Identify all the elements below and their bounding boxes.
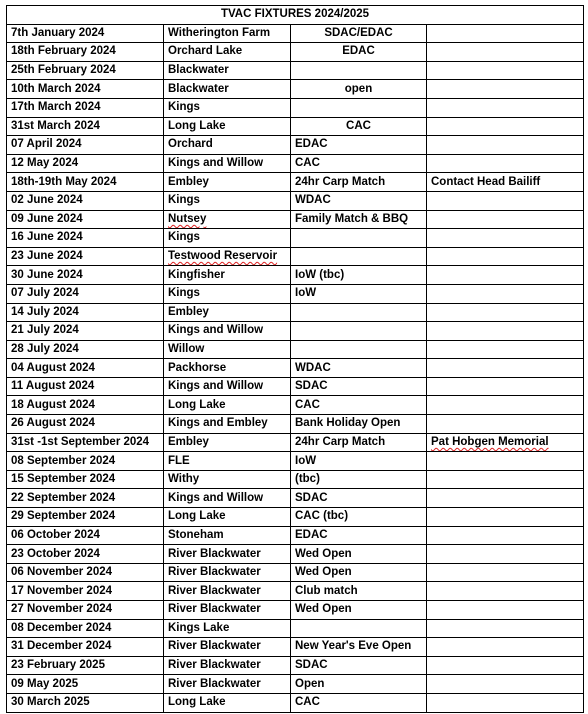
venue-cell-text: Witherington Farm bbox=[168, 26, 271, 39]
date-cell bbox=[7, 210, 164, 229]
table-row bbox=[7, 545, 584, 564]
event-cell bbox=[291, 656, 427, 675]
venue-cell-text: Kings bbox=[168, 101, 200, 114]
note-cell bbox=[427, 154, 584, 173]
event-cell bbox=[291, 508, 427, 527]
table-row bbox=[7, 266, 584, 285]
event-cell bbox=[291, 601, 427, 620]
table-row bbox=[7, 601, 584, 620]
venue-cell-text: Orchard bbox=[168, 138, 213, 151]
table-row bbox=[7, 136, 584, 155]
event-cell bbox=[291, 452, 427, 471]
event-cell bbox=[291, 359, 427, 378]
table-row bbox=[7, 247, 584, 266]
table-row bbox=[7, 508, 584, 527]
note-cell bbox=[427, 173, 584, 192]
event-cell bbox=[291, 210, 427, 229]
venue-cell bbox=[164, 80, 291, 99]
venue-cell bbox=[164, 303, 291, 322]
date-cell-text: 23 October 2024 bbox=[11, 547, 100, 560]
date-cell bbox=[7, 396, 164, 415]
date-cell-text: 29 September 2024 bbox=[11, 510, 116, 523]
table-row bbox=[7, 526, 584, 545]
venue-cell-text: Kings bbox=[168, 231, 200, 244]
venue-cell bbox=[164, 247, 291, 266]
table-row bbox=[7, 303, 584, 322]
event-cell bbox=[291, 154, 427, 173]
venue-cell-text: River Blackwater bbox=[168, 603, 261, 616]
date-cell-text: 18th-19th May 2024 bbox=[11, 175, 117, 188]
venue-cell bbox=[164, 396, 291, 415]
table-row bbox=[7, 24, 584, 43]
venue-cell bbox=[164, 284, 291, 303]
event-cell-text: CAC bbox=[295, 696, 320, 709]
event-cell-text: IoW bbox=[295, 454, 317, 467]
note-cell bbox=[427, 563, 584, 582]
date-cell-text: 15 September 2024 bbox=[11, 473, 116, 486]
table-row bbox=[7, 284, 584, 303]
event-cell-text: Wed Open bbox=[295, 547, 352, 560]
fixtures-sheet bbox=[6, 5, 583, 713]
event-cell-text: Wed Open bbox=[295, 603, 352, 616]
table-row bbox=[7, 61, 584, 80]
note-cell bbox=[427, 638, 584, 657]
event-cell-text: EDAC bbox=[342, 45, 375, 58]
date-cell-text: 23 June 2024 bbox=[11, 250, 83, 263]
event-cell-text: Family Match & BBQ bbox=[295, 212, 409, 225]
note-cell bbox=[427, 229, 584, 248]
event-cell bbox=[291, 675, 427, 694]
venue-cell bbox=[164, 693, 291, 712]
note-cell bbox=[427, 80, 584, 99]
event-cell bbox=[291, 619, 427, 638]
event-cell bbox=[291, 229, 427, 248]
venue-cell bbox=[164, 601, 291, 620]
venue-cell bbox=[164, 117, 291, 136]
venue-cell bbox=[164, 415, 291, 434]
event-cell bbox=[291, 563, 427, 582]
date-cell bbox=[7, 322, 164, 341]
date-cell-text: 21 July 2024 bbox=[11, 324, 79, 337]
event-cell bbox=[291, 489, 427, 508]
table-row bbox=[7, 340, 584, 359]
venue-cell bbox=[164, 675, 291, 694]
event-cell bbox=[291, 415, 427, 434]
venue-cell-text: Withy bbox=[168, 473, 200, 486]
event-cell bbox=[291, 638, 427, 657]
note-cell bbox=[427, 247, 584, 266]
venue-cell bbox=[164, 340, 291, 359]
venue-cell-text: FLE bbox=[168, 454, 190, 467]
date-cell-text: 30 March 2025 bbox=[11, 696, 90, 709]
venue-cell-text: Embley bbox=[168, 305, 209, 318]
note-cell bbox=[427, 98, 584, 117]
venue-cell-text: Long Lake bbox=[168, 510, 226, 523]
date-cell-text: 18th February 2024 bbox=[11, 45, 116, 58]
date-cell bbox=[7, 693, 164, 712]
event-cell-text: New Year's Eve Open bbox=[295, 640, 412, 653]
event-cell-text: IoW (tbc) bbox=[295, 268, 345, 281]
event-cell-text: CAC bbox=[346, 119, 371, 132]
note-cell bbox=[427, 582, 584, 601]
table-row bbox=[7, 619, 584, 638]
date-cell bbox=[7, 377, 164, 396]
table-row bbox=[7, 433, 584, 452]
date-cell-text: 18 August 2024 bbox=[11, 398, 95, 411]
note-cell bbox=[427, 545, 584, 564]
date-cell bbox=[7, 526, 164, 545]
date-cell bbox=[7, 80, 164, 99]
venue-cell bbox=[164, 545, 291, 564]
event-cell bbox=[291, 191, 427, 210]
note-cell bbox=[427, 675, 584, 694]
table-row bbox=[7, 563, 584, 582]
date-cell bbox=[7, 582, 164, 601]
note-cell bbox=[427, 656, 584, 675]
date-cell bbox=[7, 563, 164, 582]
date-cell bbox=[7, 656, 164, 675]
date-cell bbox=[7, 470, 164, 489]
table-row bbox=[7, 322, 584, 341]
note-cell bbox=[427, 322, 584, 341]
venue-cell-text: Embley bbox=[168, 175, 209, 188]
date-cell bbox=[7, 98, 164, 117]
venue-cell-text: Kings and Willow bbox=[168, 324, 264, 337]
event-cell bbox=[291, 396, 427, 415]
note-cell bbox=[427, 377, 584, 396]
date-cell-text: 30 June 2024 bbox=[11, 268, 83, 281]
event-cell bbox=[291, 61, 427, 80]
event-cell-text: Wed Open bbox=[295, 566, 352, 579]
date-cell-text: 17th March 2024 bbox=[11, 101, 101, 114]
note-cell bbox=[427, 303, 584, 322]
note-cell bbox=[427, 508, 584, 527]
date-cell bbox=[7, 136, 164, 155]
date-cell-text: 06 November 2024 bbox=[11, 566, 113, 579]
note-cell bbox=[427, 433, 584, 452]
event-cell bbox=[291, 43, 427, 62]
venue-cell-text: Willow bbox=[168, 342, 205, 355]
venue-cell bbox=[164, 563, 291, 582]
note-cell bbox=[427, 340, 584, 359]
event-cell bbox=[291, 266, 427, 285]
note-cell bbox=[427, 619, 584, 638]
date-cell-text: 04 August 2024 bbox=[11, 361, 95, 374]
venue-cell bbox=[164, 452, 291, 471]
date-cell-text: 08 December 2024 bbox=[11, 621, 112, 634]
event-cell-text: 24hr Carp Match bbox=[295, 175, 386, 188]
date-cell bbox=[7, 24, 164, 43]
date-cell-text: 31 December 2024 bbox=[11, 640, 112, 653]
date-cell-text: 09 June 2024 bbox=[11, 212, 83, 225]
date-cell-text: 10th March 2024 bbox=[11, 82, 101, 95]
venue-cell-text: Kingfisher bbox=[168, 268, 225, 281]
date-cell-text: 25th February 2024 bbox=[11, 64, 116, 77]
event-cell-text: (tbc) bbox=[295, 473, 320, 486]
venue-cell-text: River Blackwater bbox=[168, 547, 261, 560]
note-cell bbox=[427, 601, 584, 620]
venue-cell bbox=[164, 508, 291, 527]
venue-cell bbox=[164, 98, 291, 117]
venue-cell-text: Long Lake bbox=[168, 119, 226, 132]
venue-cell bbox=[164, 526, 291, 545]
note-cell bbox=[427, 136, 584, 155]
venue-cell-text: Kings and Willow bbox=[168, 157, 264, 170]
venue-cell bbox=[164, 210, 291, 229]
event-cell bbox=[291, 284, 427, 303]
event-cell-text: SDAC bbox=[295, 491, 328, 504]
note-cell bbox=[427, 470, 584, 489]
venue-cell bbox=[164, 377, 291, 396]
event-cell-text: WDAC bbox=[295, 194, 331, 207]
date-cell-text: 31st -1st September 2024 bbox=[11, 435, 150, 448]
date-cell bbox=[7, 229, 164, 248]
event-cell-text: CAC bbox=[295, 398, 320, 411]
table-row bbox=[7, 638, 584, 657]
title-row bbox=[7, 6, 584, 25]
event-cell bbox=[291, 693, 427, 712]
event-cell bbox=[291, 470, 427, 489]
table-row bbox=[7, 80, 584, 99]
venue-cell-text: Long Lake bbox=[168, 696, 226, 709]
table-row bbox=[7, 415, 584, 434]
venue-cell-text: Blackwater bbox=[168, 64, 229, 77]
venue-cell bbox=[164, 43, 291, 62]
date-cell-text: 12 May 2024 bbox=[11, 157, 79, 170]
table-row bbox=[7, 117, 584, 136]
date-cell bbox=[7, 154, 164, 173]
event-cell-text: SDAC bbox=[295, 659, 328, 672]
note-cell-text: Contact Head Bailiff bbox=[431, 175, 541, 188]
date-cell-text: 22 September 2024 bbox=[11, 491, 116, 504]
date-cell bbox=[7, 266, 164, 285]
event-cell bbox=[291, 117, 427, 136]
fixtures-table bbox=[6, 5, 584, 713]
event-cell-text: SDAC/EDAC bbox=[324, 26, 393, 39]
note-cell bbox=[427, 693, 584, 712]
date-cell-text: 7th January 2024 bbox=[11, 26, 105, 39]
date-cell bbox=[7, 545, 164, 564]
event-cell bbox=[291, 433, 427, 452]
event-cell bbox=[291, 526, 427, 545]
venue-cell bbox=[164, 61, 291, 80]
date-cell-text: 23 February 2025 bbox=[11, 659, 105, 672]
table-row bbox=[7, 377, 584, 396]
date-cell bbox=[7, 359, 164, 378]
note-cell bbox=[427, 359, 584, 378]
table-row bbox=[7, 470, 584, 489]
venue-cell-text: Kings Lake bbox=[168, 621, 230, 634]
table-row bbox=[7, 229, 584, 248]
event-cell bbox=[291, 173, 427, 192]
venue-cell bbox=[164, 619, 291, 638]
event-cell bbox=[291, 98, 427, 117]
date-cell bbox=[7, 452, 164, 471]
event-cell bbox=[291, 377, 427, 396]
venue-cell-text: River Blackwater bbox=[168, 677, 261, 690]
event-cell bbox=[291, 340, 427, 359]
venue-cell bbox=[164, 173, 291, 192]
event-cell-text: SDAC bbox=[295, 380, 328, 393]
table-row bbox=[7, 489, 584, 508]
venue-cell-text: River Blackwater bbox=[168, 640, 261, 653]
event-cell bbox=[291, 24, 427, 43]
table-title: TVAC FIXTURES 2024/2025 bbox=[7, 6, 584, 25]
table-row bbox=[7, 98, 584, 117]
venue-cell-text: Kings and Willow bbox=[168, 491, 264, 504]
venue-cell bbox=[164, 322, 291, 341]
venue-cell-text: Kings and Willow bbox=[168, 380, 264, 393]
note-cell bbox=[427, 43, 584, 62]
event-cell-text: open bbox=[344, 82, 373, 95]
date-cell-text: 16 June 2024 bbox=[11, 231, 83, 244]
venue-cell bbox=[164, 656, 291, 675]
venue-cell-text: Nutsey bbox=[168, 212, 207, 225]
date-cell-text: 27 November 2024 bbox=[11, 603, 113, 616]
event-cell bbox=[291, 582, 427, 601]
table-row bbox=[7, 210, 584, 229]
date-cell bbox=[7, 638, 164, 657]
venue-cell bbox=[164, 154, 291, 173]
date-cell-text: 06 October 2024 bbox=[11, 528, 100, 541]
event-cell-text: Bank Holiday Open bbox=[295, 417, 401, 430]
event-cell-text: EDAC bbox=[295, 528, 328, 541]
venue-cell-text: Kings bbox=[168, 287, 200, 300]
table-row bbox=[7, 191, 584, 210]
date-cell-text: 08 September 2024 bbox=[11, 454, 116, 467]
venue-cell-text: Long Lake bbox=[168, 398, 226, 411]
table-row bbox=[7, 582, 584, 601]
date-cell bbox=[7, 191, 164, 210]
venue-cell bbox=[164, 489, 291, 508]
date-cell bbox=[7, 43, 164, 62]
table-row bbox=[7, 452, 584, 471]
table-row bbox=[7, 693, 584, 712]
date-cell bbox=[7, 340, 164, 359]
event-cell-text: CAC (tbc) bbox=[295, 510, 349, 523]
date-cell-text: 02 June 2024 bbox=[11, 194, 83, 207]
date-cell-text: 07 July 2024 bbox=[11, 287, 79, 300]
note-cell bbox=[427, 284, 584, 303]
date-cell-text: 17 November 2024 bbox=[11, 584, 113, 597]
venue-cell-text: Kings and Embley bbox=[168, 417, 268, 430]
date-cell bbox=[7, 117, 164, 136]
venue-cell bbox=[164, 229, 291, 248]
table-row bbox=[7, 359, 584, 378]
venue-cell-text: Packhorse bbox=[168, 361, 227, 374]
venue-cell-text: Stoneham bbox=[168, 528, 224, 541]
note-cell bbox=[427, 24, 584, 43]
event-cell bbox=[291, 322, 427, 341]
note-cell bbox=[427, 266, 584, 285]
note-cell bbox=[427, 396, 584, 415]
event-cell-text: Club match bbox=[295, 584, 358, 597]
date-cell-text: 09 May 2025 bbox=[11, 677, 79, 690]
venue-cell bbox=[164, 359, 291, 378]
note-cell bbox=[427, 415, 584, 434]
note-cell-text: Pat Hobgen Memorial bbox=[431, 435, 549, 448]
venue-cell bbox=[164, 266, 291, 285]
note-cell bbox=[427, 489, 584, 508]
venue-cell-text: Blackwater bbox=[168, 82, 229, 95]
venue-cell bbox=[164, 24, 291, 43]
date-cell bbox=[7, 247, 164, 266]
venue-cell-text: River Blackwater bbox=[168, 584, 261, 597]
venue-cell bbox=[164, 136, 291, 155]
venue-cell bbox=[164, 582, 291, 601]
note-cell bbox=[427, 526, 584, 545]
venue-cell-text: River Blackwater bbox=[168, 566, 261, 579]
event-cell-text: EDAC bbox=[295, 138, 328, 151]
table-row bbox=[7, 43, 584, 62]
date-cell bbox=[7, 284, 164, 303]
date-cell bbox=[7, 61, 164, 80]
date-cell-text: 26 August 2024 bbox=[11, 417, 95, 430]
venue-cell-text: Kings bbox=[168, 194, 200, 207]
table-row bbox=[7, 656, 584, 675]
date-cell bbox=[7, 433, 164, 452]
event-cell bbox=[291, 136, 427, 155]
note-cell bbox=[427, 61, 584, 80]
date-cell bbox=[7, 173, 164, 192]
note-cell bbox=[427, 117, 584, 136]
note-cell bbox=[427, 452, 584, 471]
event-cell-text: WDAC bbox=[295, 361, 331, 374]
venue-cell-text: Embley bbox=[168, 435, 209, 448]
date-cell-text: 11 August 2024 bbox=[11, 380, 95, 393]
event-cell bbox=[291, 80, 427, 99]
date-cell bbox=[7, 415, 164, 434]
note-cell bbox=[427, 210, 584, 229]
venue-cell-text: Testwood Reservoir bbox=[168, 250, 278, 263]
event-cell-text: IoW bbox=[295, 287, 317, 300]
venue-cell-text: River Blackwater bbox=[168, 659, 261, 672]
venue-cell bbox=[164, 433, 291, 452]
venue-cell bbox=[164, 191, 291, 210]
event-cell-text: 24hr Carp Match bbox=[295, 435, 386, 448]
event-cell-text: Open bbox=[295, 677, 325, 690]
date-cell-text: 28 July 2024 bbox=[11, 342, 79, 355]
date-cell-text: 07 April 2024 bbox=[11, 138, 82, 151]
date-cell bbox=[7, 489, 164, 508]
table-row bbox=[7, 173, 584, 192]
date-cell bbox=[7, 601, 164, 620]
date-cell-text: 31st March 2024 bbox=[11, 119, 100, 132]
venue-cell bbox=[164, 470, 291, 489]
event-cell bbox=[291, 247, 427, 266]
note-cell bbox=[427, 191, 584, 210]
event-cell bbox=[291, 303, 427, 322]
date-cell bbox=[7, 508, 164, 527]
event-cell-text: CAC bbox=[295, 157, 320, 170]
venue-cell-text: Orchard Lake bbox=[168, 45, 243, 58]
table-row bbox=[7, 675, 584, 694]
date-cell-text: 14 July 2024 bbox=[11, 305, 79, 318]
table-row bbox=[7, 396, 584, 415]
event-cell bbox=[291, 545, 427, 564]
venue-cell bbox=[164, 638, 291, 657]
date-cell bbox=[7, 303, 164, 322]
date-cell bbox=[7, 619, 164, 638]
table-row bbox=[7, 154, 584, 173]
date-cell bbox=[7, 675, 164, 694]
